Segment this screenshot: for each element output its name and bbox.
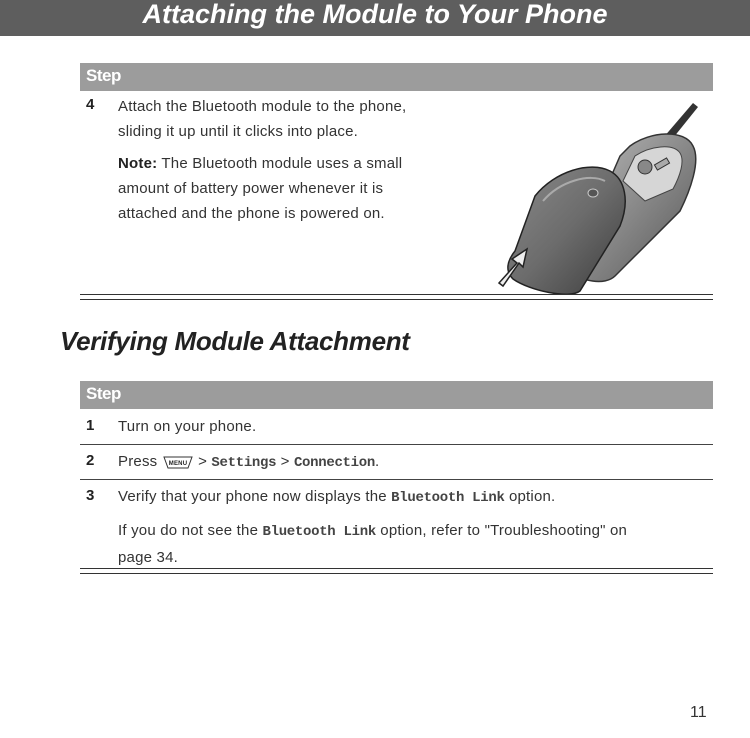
note-line: amount of battery power whenever it is: [118, 180, 384, 197]
note-text: The Bluetooth module uses a small: [157, 155, 403, 172]
note-line: attached and the phone is powered on.: [118, 205, 385, 222]
step-text: [118, 94, 406, 226]
text-fragment: option.: [504, 488, 556, 505]
step-header-label: Step: [86, 384, 121, 403]
step-table-header: [80, 63, 713, 91]
step-text: [118, 449, 379, 476]
page-number: 11: [690, 704, 707, 721]
step-header-label: Step: [86, 66, 121, 85]
step-table-header: [80, 381, 713, 409]
phone-module-illustration: [495, 101, 705, 296]
note-block: [118, 151, 406, 226]
step-line: [118, 484, 708, 511]
step-text: Turn on your phone.: [118, 418, 257, 435]
menu-connection: Connection: [293, 455, 375, 471]
step-table-verify: [80, 381, 713, 576]
table-row: [80, 479, 713, 569]
step-number: 1: [86, 417, 95, 434]
press-text: Press: [118, 453, 158, 470]
page-header: [0, 0, 750, 36]
text-fragment: Verify that your phone now displays the: [118, 488, 392, 505]
menu-key-label: MENU: [168, 461, 187, 468]
text-fragment: option, refer to "Troubleshooting" on: [375, 522, 628, 539]
step-text: [118, 484, 708, 570]
step-line: [118, 518, 708, 545]
step-line: sliding it up until it clicks into place.: [118, 123, 358, 140]
section-title: Verifying Module Attachment: [60, 326, 410, 356]
bluetooth-link-option: Bluetooth Link: [391, 490, 505, 506]
page-title: Attaching the Module to Your Phone: [142, 0, 608, 29]
table-row: [80, 444, 713, 479]
step-number: 2: [86, 452, 95, 469]
bluetooth-link-option: Bluetooth Link: [262, 524, 376, 540]
table-end-rule: [80, 294, 713, 300]
table-row: [80, 409, 713, 444]
separator: >: [276, 453, 294, 470]
table-end-rule: [80, 568, 713, 574]
menu-key-icon: [162, 454, 194, 470]
separator: >: [193, 453, 212, 470]
menu-settings: Settings: [211, 455, 277, 471]
step-table-attach: [80, 63, 713, 303]
note-label: Note:: [118, 155, 158, 172]
step-line: page 34.: [118, 549, 178, 566]
text-fragment: If you do not see the: [118, 522, 263, 539]
step-line: Attach the Bluetooth module to the phone,: [118, 98, 407, 115]
step-number: 3: [86, 487, 95, 504]
period: .: [374, 453, 380, 470]
step-number: 4: [86, 96, 95, 113]
